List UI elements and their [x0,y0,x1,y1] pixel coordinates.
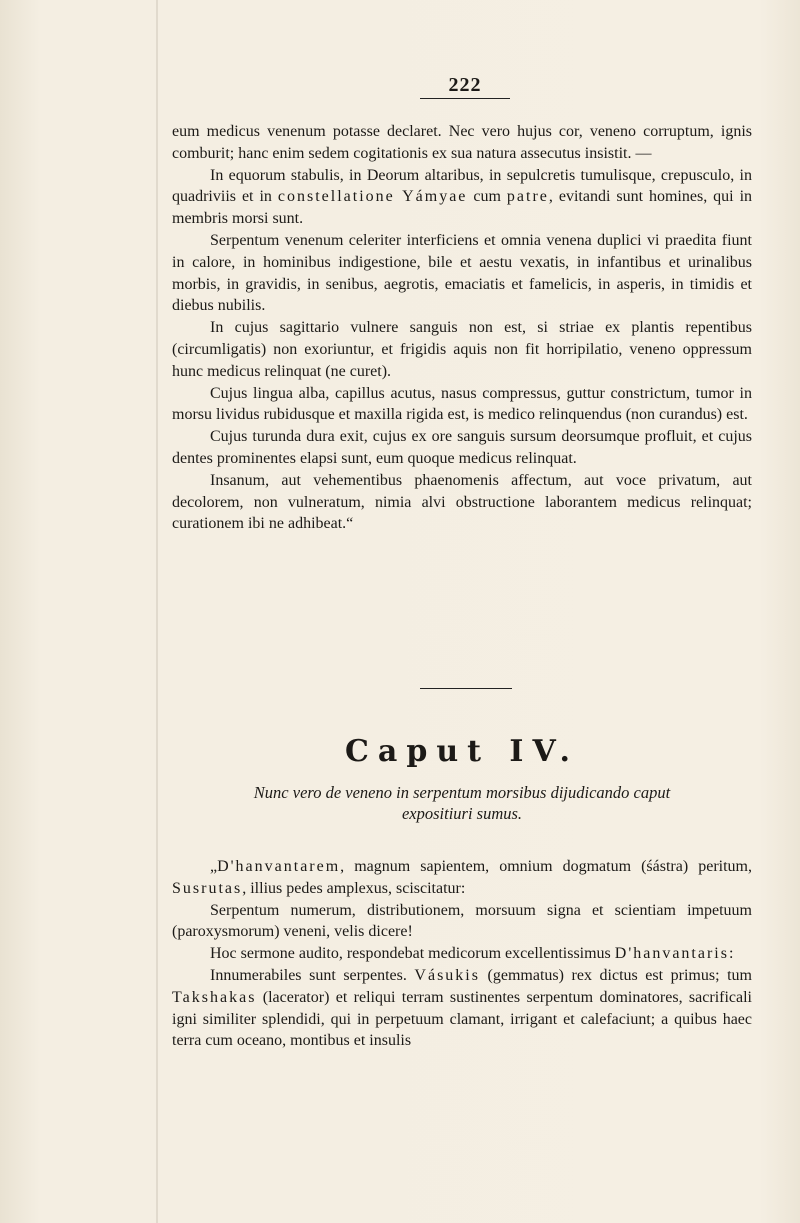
lower-paragraph-4-text-a: Innumerabiles sunt serpentes. [210,966,415,984]
name-dhanvantaris: D'hanvantaris [614,945,729,963]
paragraph-7: Insanum, aut vehementibus phaenomenis affectum, aut voce privatum, aut decolorem, non vulneratum, nimia alvi obstructione laborantem medicus relinquat; curationem ibi ne adhibeat.“ [172,471,752,533]
paragraph-5: Cujus lingua alba, capillus acutus, nasus compressus, guttur constrictum, tumor in morsu lividus rubidusque et maxilla rigida est, is medico relinquendus (non curandus) est. [172,384,752,424]
opening-quote: „ [210,858,218,875]
page-number: 222 [448,74,482,96]
paragraph-2-text-a: In equorum stabulis, in Deorum altaribus, in sepulcretis tumulisque, crepusculo, in quadriviis et in [172,166,752,206]
lower-paragraph-1-text-a: , magnum sapientem, omnium dogmatum (śástra) peritum, [340,858,752,875]
paragraph-3: Serpentum venenum celeriter interficiens et omnia venena duplici vi praedita fiunt in calore, in hominibus indigestione, bile et aestu vexatis, in infantibus et urinalibus morbis, in gravidis, in senibus, aegrotis, emaciatis et famelicis, in asperis, in timidis et diebus nubilis. [172,231,752,315]
lower-paragraph-1-text-b: , illius pedes amplexus, sciscitatur: [242,879,466,897]
paragraph-2 [172,165,752,230]
name-vasukis: Vásukis [414,966,480,984]
name-susrutas: Susrutas [172,879,243,897]
lower-paragraph-4-text-b: (gemmatus) rex dictus est primus; tum [479,966,752,984]
lower-text-block [172,856,752,1052]
lower-paragraph-3 [172,943,752,965]
lower-paragraph-1 [172,856,752,900]
paragraph-2-text-b: cum [467,188,507,206]
paragraph-4: In cujus sagittario vulnere sanguis non est, si striae ex plantis repentibus (circumligatis) non exoriuntur, et frigidis aquis non fit horripilatio, veneno oppressum hunc medicus relinquat (ne curet). [172,319,752,380]
page-number-rule [420,98,510,99]
name-dhanvantarem: D'hanvantarem [217,858,341,875]
chapter-heading: Caput IV. [345,734,579,769]
paragraph-2-patre: patre [506,188,549,206]
section-divider [420,688,512,689]
lower-paragraph-3-text-b: : [728,945,734,963]
lower-paragraph-4 [172,965,752,1052]
chapter-subtitle [172,782,752,824]
chapter-subtitle-line-2: expositiuri sumus. [401,804,523,823]
lower-paragraph-2: Serpentum numerum, distributionem, morsuum signa et scientiam impetuum (paroxysmorum) veneni, velis dicere! [172,901,752,941]
name-takshakas: Takshakas [172,988,257,1006]
paragraph-2-text-c: , evitandi sunt homines, qui in membris morsi sunt. [172,188,753,228]
page-gutter-shadow [156,0,158,1223]
paragraph-1: eum medicus venenum potasse declaret. Nec vero hujus cor, veneno corruptum, ignis comburit; hanc enim sedem cogitationis ex sua natura assecutus insistit. — [172,123,752,162]
paragraph-6: Cujus turunda dura exit, cujus ex ore sanguis sursum deorsumque profluit, et cujus dentes prominentes elapsi sunt, eum quoque medicus relinquat. [172,428,752,467]
upper-text-block [172,121,752,535]
lower-paragraph-3-text-a: Hoc sermone audito, respondebat medicorum excellentissimus [210,945,615,963]
lower-paragraph-4-text-c: (lacerator) et reliqui terram sustinentes serpentum dominatores, sacrificali igni similiter splendidi, qui in perpetuum clamant, irrigant et calefaciunt; a quibus haec terra cum oceano, montibus et insulis [172,988,752,1050]
chapter-subtitle-line-1: Nunc vero de veneno in serpentum morsibus dijudicando caput [253,783,671,802]
paragraph-2-constellation: constellatione Yámyae [277,188,468,206]
